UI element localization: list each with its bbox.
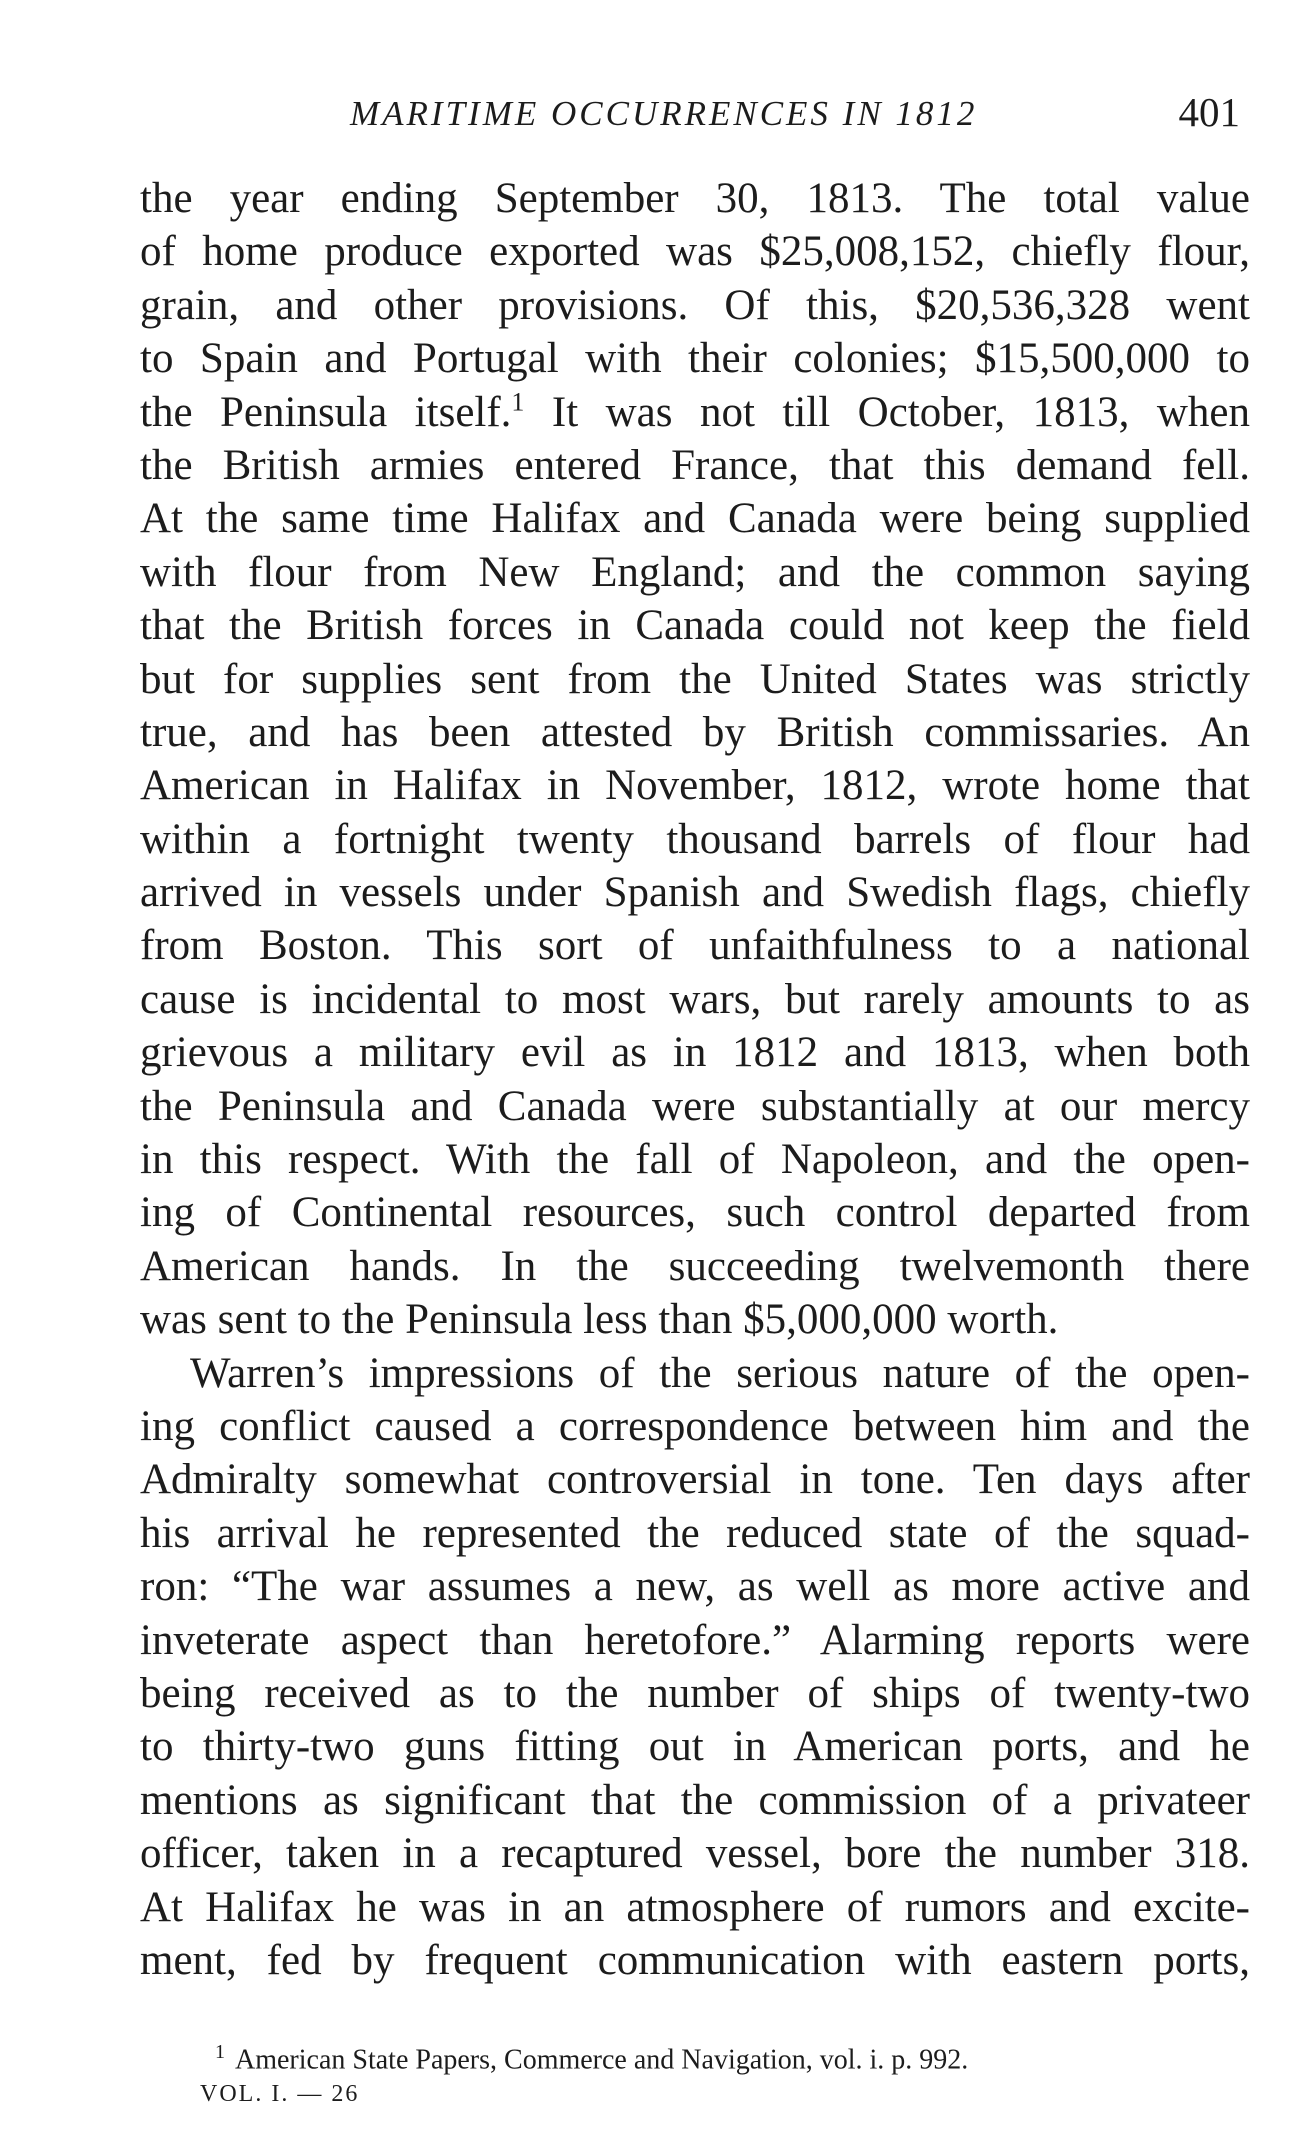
text-line: grievous a military evil as in 1812 and 1813, when both — [140, 1029, 1250, 1077]
text-line: in this respect. With the fall of Napoleon, and the open- — [140, 1136, 1250, 1184]
text-line-with-footnote-ref — [140, 386, 1250, 439]
text-line: to thirty-two guns fitting out in American ports, and he — [140, 1723, 1250, 1771]
text-fragment: It was not till October, 1813, when — [524, 388, 1250, 436]
text-line: the British armies entered France, that this demand fell. — [140, 441, 1250, 489]
text-line: arrived in vessels under Spanish and Swedish flags, chiefly — [140, 869, 1250, 917]
text-line: the Peninsula and Canada were substantially at our mercy — [140, 1082, 1250, 1130]
text-line: his arrival he represented the reduced state of the squad- — [140, 1509, 1250, 1557]
footnote-text: American State Papers, Commerce and Navigation, vol. i. p. 992. — [235, 2044, 969, 2076]
text-line: within a fortnight twenty thousand barrels of flour had — [140, 815, 1250, 863]
text-line: Admiralty somewhat controversial in tone. Ten days after — [140, 1456, 1250, 1504]
text-line: American hands. In the succeeding twelvemonth there — [140, 1242, 1250, 1290]
footnote — [140, 2034, 1250, 2078]
footnotes — [140, 2034, 1250, 2110]
page-number: 401 — [1178, 89, 1240, 135]
text-line: officer, taken in a recaptured vessel, bore the number 318. — [140, 1830, 1250, 1878]
footnote-mark: 1 — [215, 2041, 225, 2063]
text-line: grain, and other provisions. Of this, $20,536,328 went — [140, 281, 1250, 329]
text-line: American in Halifax in November, 1812, wrote home that — [140, 762, 1250, 810]
body-text — [140, 172, 1250, 1987]
text-line: from Boston. This sort of unfaithfulness to a national — [140, 922, 1250, 970]
text-line: mentions as significant that the commission of a privateer — [140, 1776, 1250, 1824]
text-line: ron: “The war assumes a new, as well as more active and — [140, 1563, 1250, 1611]
text-line: the year ending September 30, 1813. The total value — [140, 175, 1250, 222]
text-line: At the same time Halifax and Canada were being supplied — [140, 495, 1250, 543]
text-fragment: the Peninsula itself. — [140, 388, 512, 436]
text-line: ing of Continental resources, such control departed from — [140, 1189, 1250, 1237]
running-head — [140, 88, 1260, 148]
text-line: ment, fed by frequent communication with eastern ports, — [140, 1936, 1250, 1984]
text-line: that the British forces in Canada could not keep the field — [140, 602, 1250, 650]
text-line: cause is incidental to most wars, but rarely amounts to as — [140, 975, 1250, 1023]
text-line: of home produce exported was $25,008,152, chiefly flour, — [140, 228, 1250, 276]
text-line: ing conflict caused a correspondence between him and the — [140, 1402, 1250, 1450]
signature-mark: VOL. I. — 26 — [200, 2081, 360, 2108]
text-line: to Spain and Portugal with their colonies; $15,500,000 to — [140, 335, 1250, 383]
text-line: being received as to the number of ships of twenty-two — [140, 1669, 1250, 1717]
text-line: but for supplies sent from the United States was strictly — [140, 655, 1250, 703]
text-line: Warren’s impressions of the serious nature of the open- — [190, 1349, 1250, 1397]
text-line: true, and has been attested by British commissaries. An — [140, 708, 1250, 756]
text-line: At Halifax he was in an atmosphere of rumors and excite- — [140, 1883, 1250, 1931]
text-line: with flour from New England; and the common saying — [140, 548, 1250, 596]
text-line: was sent to the Peninsula less than $5,000,000 worth. — [140, 1296, 1059, 1344]
footnote-reference[interactable]: 1 — [511, 387, 525, 417]
text-line: inveterate aspect than heretofore.” Alarming reports were — [140, 1616, 1250, 1664]
running-title: MARITIME OCCURRENCES IN 1812 — [350, 94, 978, 133]
